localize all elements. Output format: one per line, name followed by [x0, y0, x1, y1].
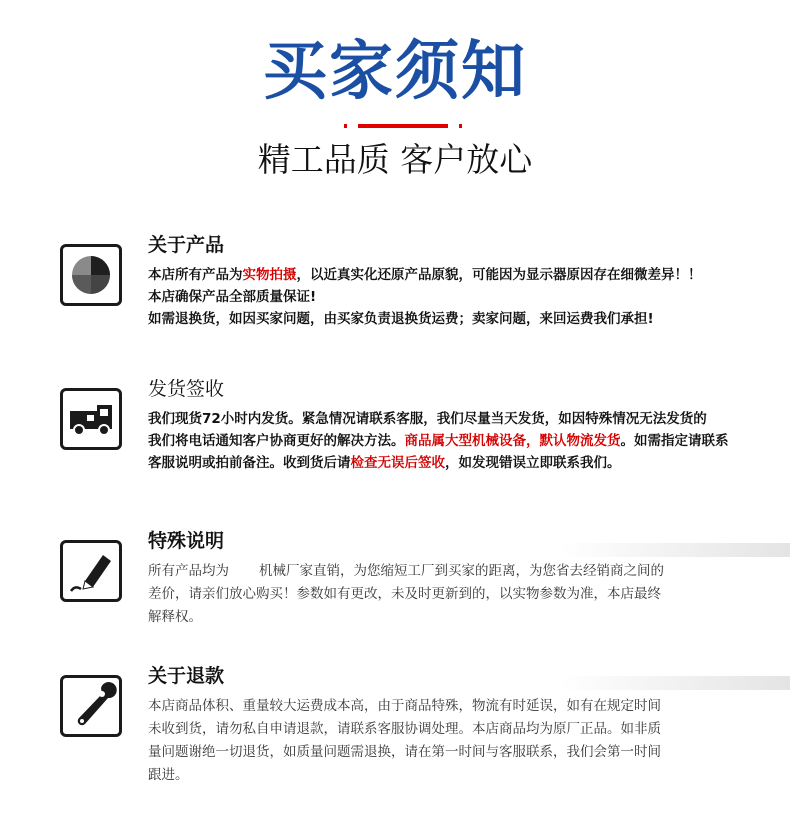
section-title: 发货签收: [148, 378, 225, 400]
title-divider: [344, 124, 462, 128]
body-line: 如需退换货，如因买家问题，由买家负责退换货运费；卖家问题，来回运费我们承担!: [148, 311, 654, 327]
body-line: 跟进。: [148, 767, 189, 783]
body-line: 我们将电话通知客户协商更好的解决方法。商品属大型机械设备，默认物流发货。如需指定请联系: [148, 433, 729, 449]
page-subtitle: 精工品质 客户放心: [257, 140, 533, 179]
section-body: [148, 695, 748, 787]
page-title: 买家须知: [263, 35, 527, 109]
section-title: 特殊说明: [148, 530, 225, 552]
section-title: 关于产品: [148, 234, 225, 256]
body-line: 本店确保产品全部质量保证!: [148, 289, 317, 305]
truck-icon: [60, 388, 122, 450]
section-special-notes: [60, 528, 750, 638]
marker-pen-icon: [60, 540, 122, 602]
section-title: 关于退款: [148, 665, 225, 687]
section-body: [148, 408, 748, 474]
body-line: 本店商品体积、重量较大运费成本高，由于商品特殊，物流有时延误，如有在规定时间: [148, 698, 661, 714]
body-line: 未收到货，请勿私自申请退款，请联系客服协调处理。本店商品均为原厂正品。如非质: [148, 721, 661, 737]
section-body: [148, 560, 748, 629]
body-line: 所有产品均为 机械厂家直销，为您缩短工厂到买家的距离，为您省去经销商之间的: [148, 563, 665, 579]
section-about-product: [60, 232, 750, 342]
body-line: 本店所有产品为实物拍摄，以近真实化还原产品原貌，可能因为显示器原因存在细微差异！！: [148, 267, 702, 283]
body-line: 量问题谢绝一切退货，如质量问题需退换，请在第一时间与客服联系，我们会第一时间: [148, 744, 661, 760]
body-line: 解释权。: [148, 609, 202, 625]
section-shipping: [60, 376, 750, 486]
wrench-icon: [60, 675, 122, 737]
section-body: [148, 264, 748, 330]
section-refund: [60, 663, 750, 803]
body-line: 客服说明或拍前备注。收到货后请检查无误后签收，如发现错误立即联系我们。: [148, 455, 621, 471]
body-line: 我们现货72小时内发货。紧急情况请联系客服，我们尽量当天发货，如因特殊情况无法发货的: [148, 411, 707, 427]
body-line: 差价，请亲们放心购买！参数如有更改，未及时更新到的，以实物参数为准，本店最终: [148, 586, 661, 602]
pie-chart-icon: [60, 244, 122, 306]
